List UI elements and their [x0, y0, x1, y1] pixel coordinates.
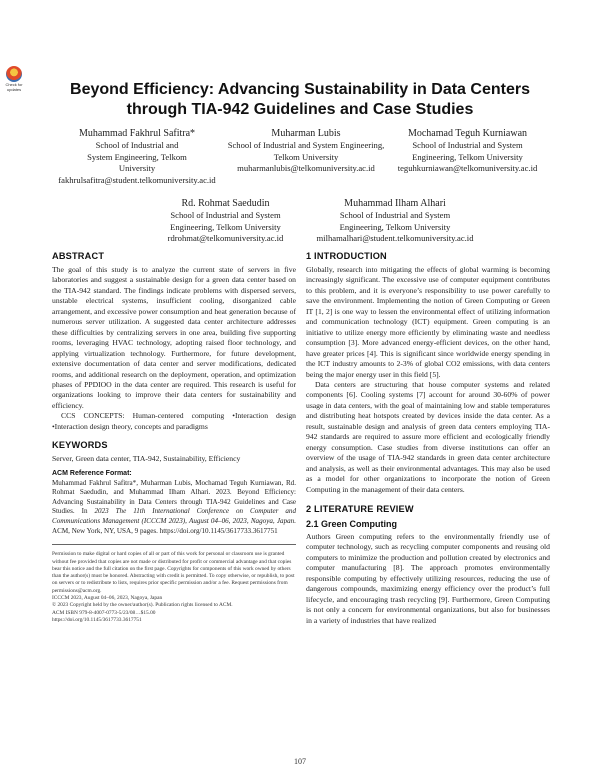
author-block [300, 197, 490, 245]
left-column [52, 250, 296, 624]
reference-format-heading: ACM Reference Format: [52, 469, 132, 477]
author-name: Muhammad Ilham Alhari [344, 198, 446, 209]
permission-text: Permission to make digital or hard copies of all or part of this work for personal or classroom use is granted without fee provided that copies are not made or distributed for profit or commercial advantage and that copies bear this notice and the full citation on the first page. Copyrights for components of this work owned by others than the author(s) must be honored. Abstracting with credit is permitted. To copy otherwise, or republish, to post on servers or to redistribute to lists, requires prior specific permission and/or a fee. Request permissions from permissions@acm.org. [52, 551, 295, 594]
introduction-paragraph-1: Globally, research into mitigating the effects of global warming is becoming increasingly significant. The excessive use of computer equipment contributes to this problem, and it is everyone’s responsibility to use power carefully to save the environment. Implementing the notion of Green Computing or Green IT [1, 2] is one way to lessen the environmental effect of utilizing information and communication technology (ICT) equipment. Green computing is an initiative to utilize energy more efficiently by eliminating waste and needless consumption [3]. More advanced energy-efficient devices, on the other hand, have greater prices [4]. This is significant since worldwide energy spending in the ICT industry amounts to 2-3% of global CO2 emissions, with data centers being the major energy user in this field [5]. [306, 265, 550, 379]
author-name: Muhammad Fakhrul Safitra* [78, 128, 196, 139]
literature-paragraph-1: Authors Green computing refers to the environmentally friendly use of computer technology, such as recycling computer components and reusing old computers to minimize the production and pollution created by electronics and computer manufacturing [8]. The approach promotes environmentally responsible computing by effectively utilizing resources, reducing the use of dangerous compounds, maximizing energy efficiency over the product’s full lifecycle, and encouraging trash recycling [9]. Furthermore, Green Computing is not only a concern for environmental organizations, but also for businesses in a variety of industries that have realized [306, 531, 550, 625]
right-column [306, 250, 550, 626]
author-block [52, 127, 222, 186]
reference-venue: 2023 The 11th International Conference on Computer and Communications Management (ICCCM 2023), August 04–06, 2023, Nagoya, Japan. [52, 507, 296, 526]
ccs-concepts: CCS CONCEPTS: Human-centered computing •Interaction design •Interaction design theory, concepts and paradigms [52, 411, 296, 431]
abstract-text: The goal of this study is to analyze the current state of servers in five laboratories and suggest a sustainable design for a green data center based on the TIA-942 standard. The findings indicate problems with dispersed servers, unstable electrical systems, insufficient cooling, disorganized cable arrangement, and excessive power consumption and heat generation because of numerous server utilization. A suggested data center architecture addresses these difficulties by centralizing servers in one area, building five supporting rooms, leveraging HVAC technology, adopting raised floor technology, and applying virtualization technology. Furthermore, for future development, extensive documentation of data center and server modifications, dedicated rooms, and additional research on the deployment, operation, and optimization phases of PPDIOO in the data center are required. This research is useful for organizations looking to improve their data centers for sustainability and efficiency. [52, 265, 296, 410]
author-block [226, 127, 386, 175]
reference-format-text [52, 479, 296, 537]
footnote-isbn: ACM ISBN 979-8-4007-0773-5/23/08…$15.00 [52, 609, 156, 616]
abstract-heading: ABSTRACT [52, 251, 105, 261]
title-line-2: through TIA-942 Guidelines and Case Studies [126, 101, 474, 118]
author-name: Muharman Lubis [271, 128, 341, 139]
author-name: Rd. Rohmat Saedudin [181, 198, 270, 209]
author-affiliation: School of Industrial and System Engineering, Telkom University [412, 140, 523, 162]
author-email[interactable]: muharmanlubis@telkomuniversity.ac.id [237, 163, 375, 173]
author-email[interactable]: fakhrulsafitra@student.telkomuniversity.ac.id [58, 174, 216, 185]
literature-review-heading: 2 LITERATURE REVIEW [306, 503, 414, 514]
author-affiliation: School of Industrial and System Engineering, Telkom University [227, 140, 385, 162]
reference-publisher-doi: ACM, New York, NY, USA, 9 pages. https://doi.org/10.1145/3617733.3617751 [52, 526, 278, 535]
author-affiliation: School of Industrial and System Engineering, Telkom University [339, 210, 451, 232]
author-email[interactable]: teguhkurniawan@telkomuniversity.ac.id [397, 163, 538, 173]
title-line-1: Beyond Efficiency: Advancing Sustainability in Data Centers [70, 81, 530, 98]
paper-title [40, 80, 560, 120]
keywords-text: Server, Green data center, TIA-942, Sustainability, Efficiency [52, 454, 241, 464]
permission-footnote [52, 544, 296, 624]
footnote-venue: ICCCM 2023, August 04–06, 2023, Nagoya, Japan [52, 595, 163, 602]
author-block [138, 197, 313, 245]
author-affiliation: School of Industrial and System Engineering, Telkom University [87, 140, 187, 173]
author-email[interactable]: milhamalhari@student.telkomuniversity.ac.id [316, 233, 474, 243]
footnote-copyright: © 2023 Copyright held by the owner/author(s). Publication rights licensed to ACM. [52, 602, 233, 609]
badge-label: Check for updates [5, 82, 23, 92]
introduction-heading: 1 INTRODUCTION [306, 251, 387, 261]
page-number: 107 [294, 757, 306, 766]
crossmark-icon [6, 66, 22, 82]
author-affiliation: School of Industrial and System Engineering, Telkom University [170, 210, 281, 232]
author-email[interactable]: rdrohmat@telkomuniversity.ac.id [167, 233, 284, 243]
author-block [385, 127, 550, 175]
keywords-heading: KEYWORDS [52, 440, 108, 451]
introduction-paragraph-2: Data centers are structuring that house computer systems and related components [6]. Cooling systems [7] account for around 30-60% of power usage in data centers, with the goal of maintaining low and stable temperatures and distributing heat hotspots created by devices inside the data center. As a result, sustainable design and analysis of green data centers employing TIA-942 standards are required to assure more efficient and ecologically friendly energy consumption. Case studies from diverse institutions can offer an overview of the usage of TIA-942 standards in green data center architecture and analysis, as well as their environmental advantages. This may also be used as a model for other organizations to incorporate the notion of Green Computing in the management of their data centers. [306, 379, 550, 494]
author-name: Mochamad Teguh Kurniawan [407, 128, 528, 139]
footnote-doi[interactable]: https://doi.org/10.1145/3617733.3617751 [52, 616, 142, 623]
green-computing-subheading: 2.1 Green Computing [306, 518, 398, 529]
reference-authors-title: Muhammad Fakhrul Safitra*, Muharman Lubis, Mochamad Teguh Kurniawan, Rd. Rohmat Saedudin, and Muhammad Ilham Alhari. 2023. Beyond Efficiency: Advancing Sustainability in Data Centers through TIA-942 Guidelines and Case Studies. In [52, 478, 296, 516]
check-for-updates-badge[interactable] [3, 66, 25, 92]
